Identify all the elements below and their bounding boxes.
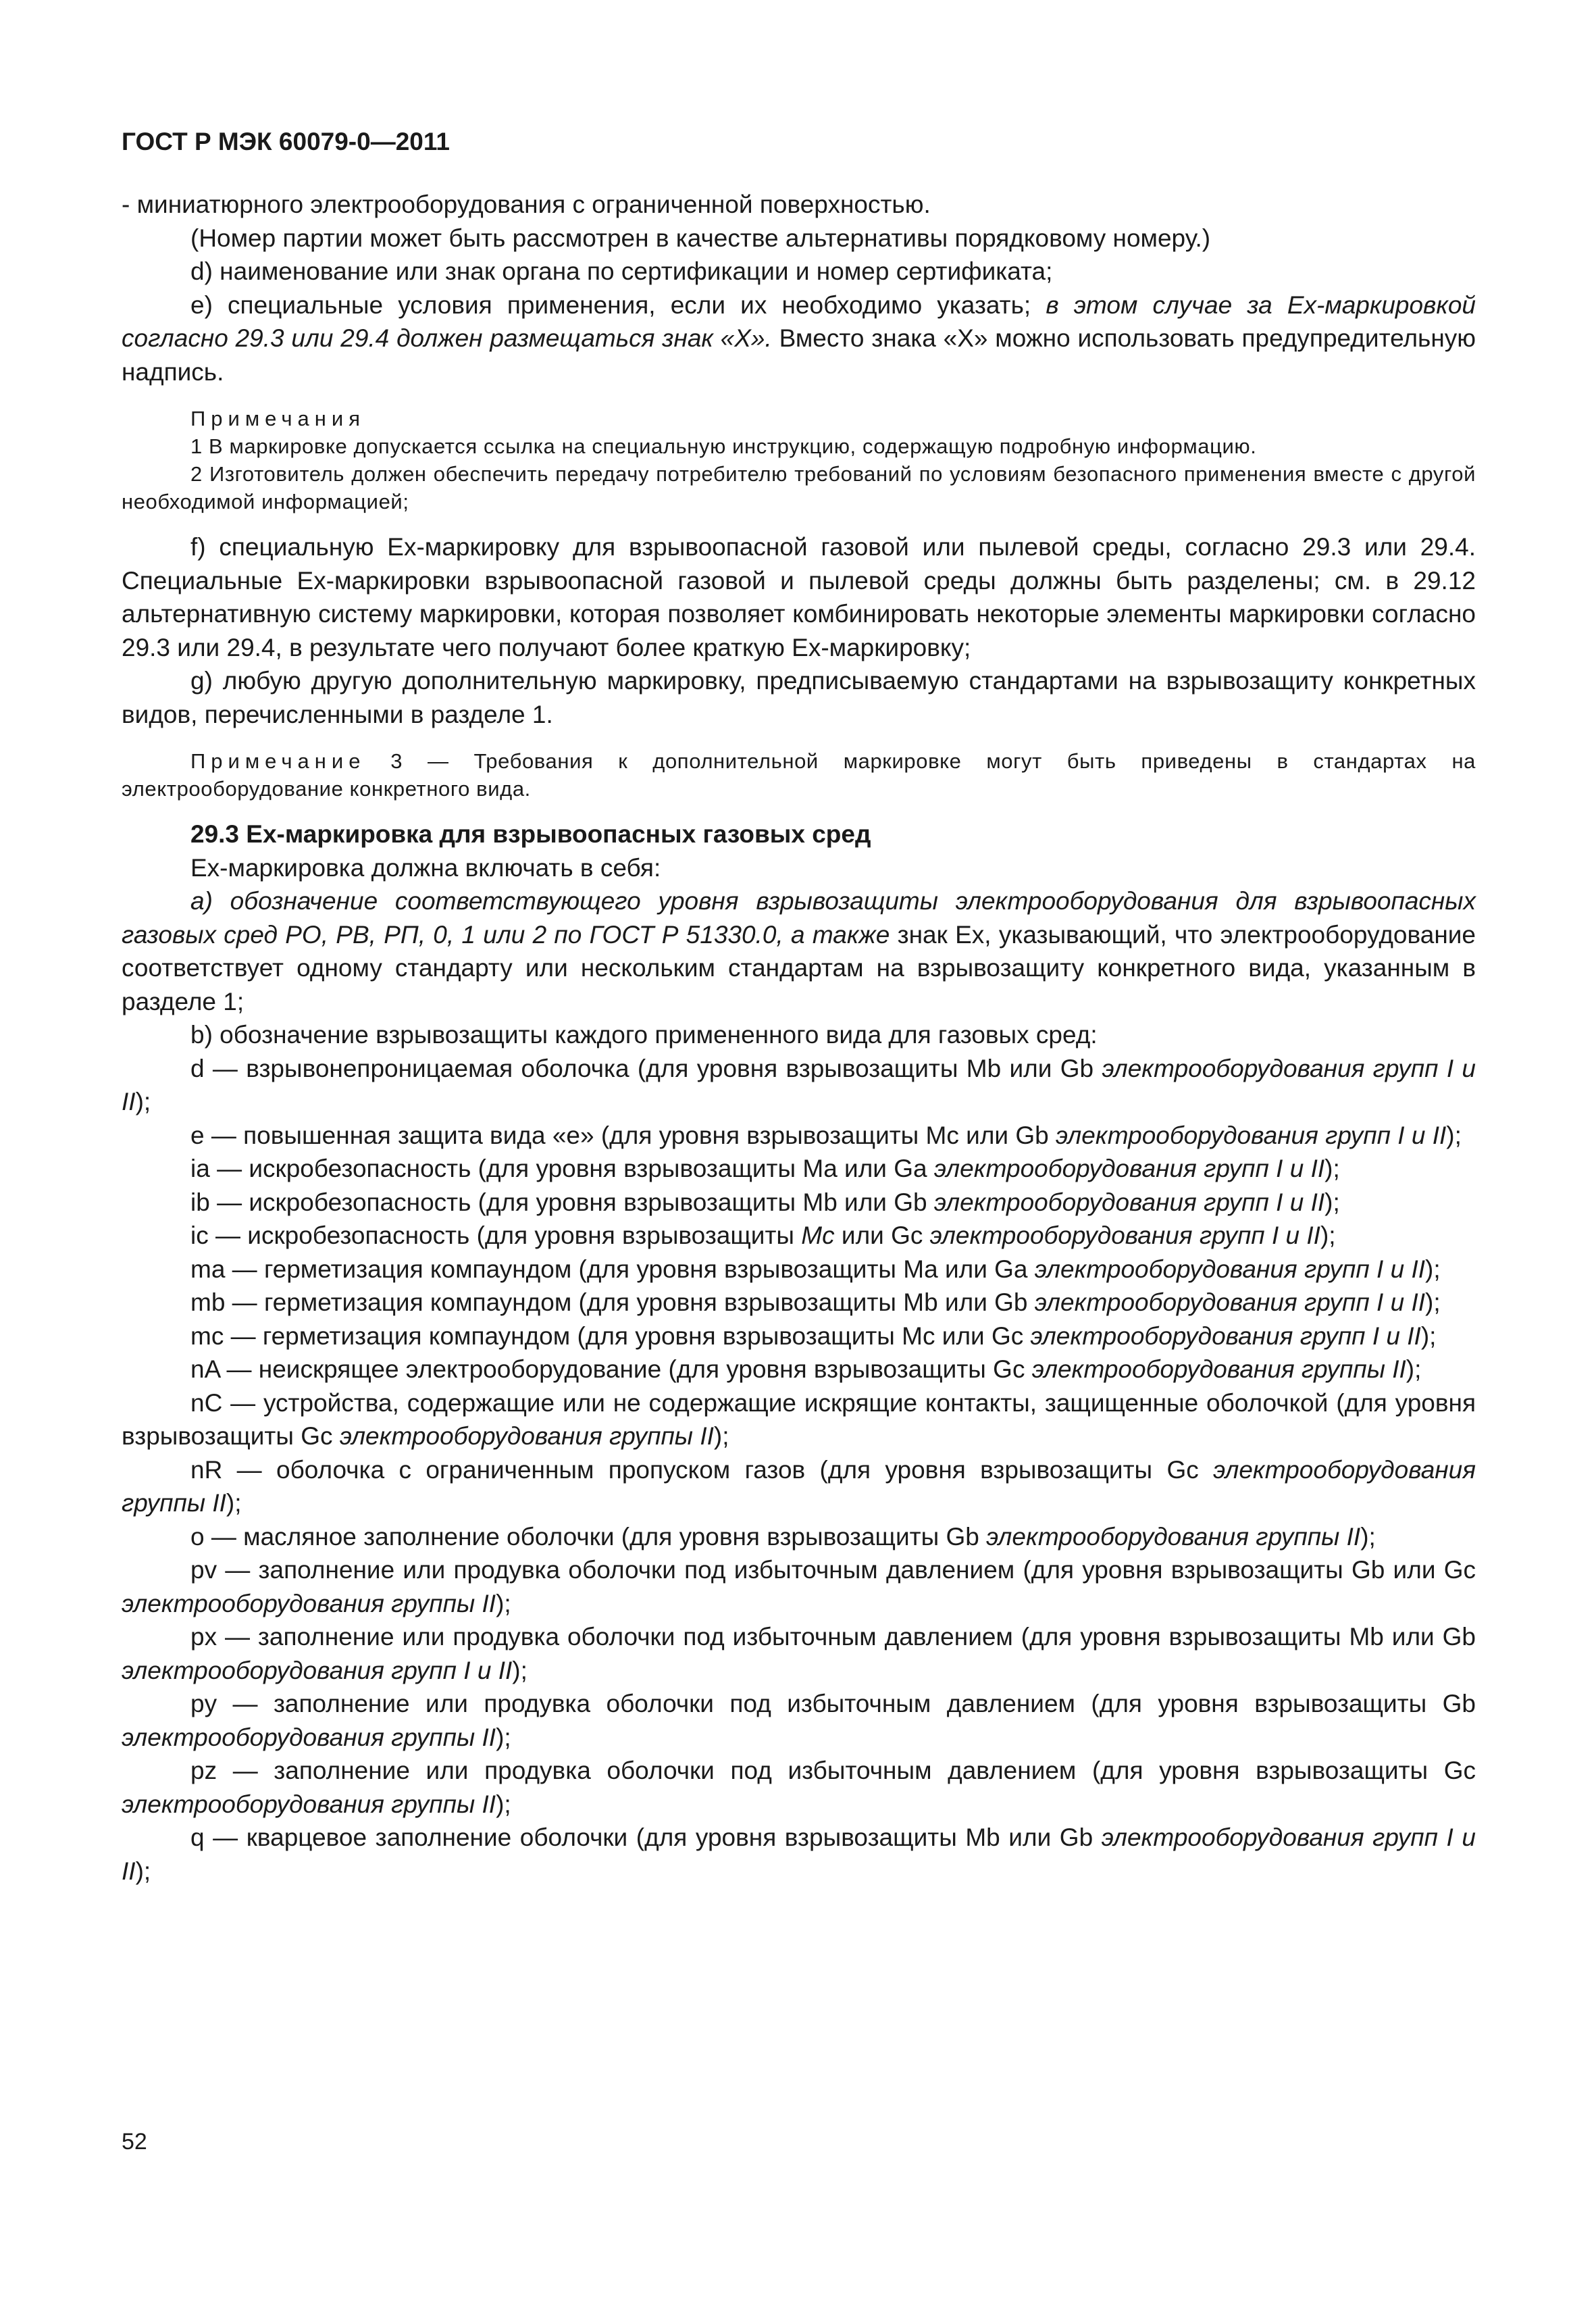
paragraph-item-e [122,288,1476,389]
type-level-italic: Mc [801,1222,835,1249]
protection-type-ma [122,1253,1476,1286]
type-text: nC — устройства, содержащие или не содержащие искрящие контакты, защищенные оболочкой (для уровня взрывозащиты Gc [122,1388,1476,1450]
item-a-rest: знак Ex, указывающий, что электрооборудование соответствует одному стандарту или нескольким стандартам на взрывозащиту конкретного вида, указанным в разделе 1; [122,920,1476,1015]
protection-type-nA [122,1353,1476,1386]
note-3-text: 3 — Требования к дополнительной маркировке могут быть приведены в стандартах на электрооборудование конкретного вида. [122,749,1476,801]
protection-types-list [122,1052,1476,1888]
type-end: ); [713,1422,729,1450]
type-end: ); [135,1857,151,1885]
protection-type-pz [122,1754,1476,1821]
type-text: mb — герметизация компаундом (для уровня взрывозащиты Mb или Gb [190,1288,1035,1316]
type-text: ic — искробезопасность (для уровня взрывозащиты [190,1222,802,1249]
page-number: 52 [122,2129,147,2155]
type-end: ); [1406,1355,1422,1383]
paragraph-item-f: f) специальную Ex-маркировку для взрывоопасной газовой или пылевой среды, согласно 29.3 или 29.4. Специальные Ex-маркировки взрывоопасной газовой и пылевой среды должны быть разделены; см. в 29.12 альтернативную систему маркировки, которая позволяет комбинировать некоторые элементы маркировки согласно 29.3 или 29.4, в результате чего получают более краткую Ex-маркировку; [122,533,1476,661]
type-end: ); [1360,1522,1376,1551]
type-groups: электрооборудования группы II [122,1455,1476,1517]
protection-type-ic [122,1219,1476,1253]
type-text: q — кварцевое заполнение оболочки (для уровня взрывозащиты Mb или Gb [190,1823,1102,1851]
type-groups: электрооборудования групп I и II [122,1656,513,1684]
protection-type-o [122,1520,1476,1554]
protection-type-ia [122,1152,1476,1186]
paragraph-item-a [122,884,1476,1018]
note-3-block [122,747,1476,803]
type-groups: электрооборудования группы II [122,1723,496,1751]
item-e-text: e) специальные условия применения, если их необходимо указать; [190,291,1046,319]
protection-type-mb [122,1286,1476,1319]
type-text: mc — герметизация компаундом (для уровня взрывозащиты Mc или Gc [190,1322,1031,1350]
paragraph-item-d: d) наименование или знак органа по сертификации и номер сертификата; [190,257,1053,285]
protection-type-e [122,1119,1476,1153]
type-groups: электрооборудования групп I и II [1030,1322,1421,1350]
document-header: ГОСТ Р МЭК 60079-0—2011 [122,128,450,155]
paragraph-item-b: b) обозначение взрывозащиты каждого примененного вида для газовых сред: [190,1021,1098,1049]
type-groups: электрооборудования групп I и II [1034,1255,1426,1283]
protection-type-nR [122,1453,1476,1520]
item-e-rest: Вместо знака «X» можно использовать предупредительную надпись. [122,324,1476,386]
protection-type-q [122,1821,1476,1888]
type-groups: электрооборудования группы II [1031,1355,1406,1383]
type-text: nA — неискрящее электрооборудование (для уровня взрывозащиты Gc [190,1355,1032,1383]
protection-type-px [122,1620,1476,1687]
protection-type-mc [122,1319,1476,1353]
type-groups: электрооборудования групп I и II [933,1188,1325,1216]
item-e-italic: в этом случае за Ex-маркировкой согласно 29.3 или 29.4 должен размещаться знак «X». [122,291,1476,352]
item-a-italic: a) обозначение соответствующего уровня взрывозащиты электрооборудования для взрывоопасных газовых сред PO, PB, РП, 0, 1 или 2 по ГОСТ Р 51330.0, а также [122,887,1476,949]
protection-type-pv [122,1553,1476,1620]
type-end: ); [1324,1188,1340,1216]
paragraph-batch-number: (Номер партии может быть рассмотрен в качестве альтернативы порядковому номеру.) [190,224,1211,252]
type-text: o — масляное заполнение оболочки (для уровня взрывозащиты Gb [190,1522,987,1551]
type-end: ); [512,1656,527,1684]
type-end: ); [1320,1222,1336,1249]
type-end: ); [1420,1322,1437,1350]
protection-type-nC [122,1386,1476,1453]
type-text-2: или Gc [834,1222,930,1249]
type-groups: электрооборудования групп I и II [933,1155,1325,1182]
note-3 [122,747,1476,803]
type-groups: электрооборудования групп I и II [1056,1121,1447,1149]
section-heading: 29.3 Ex-маркировка для взрывоопасных газовых сред [190,820,871,848]
note-2: 2 Изготовитель должен обеспечить передачу потребителю требований по условиям безопасного применения вместе с другой необходимой информацией; [122,462,1476,513]
type-text: e — повышенная защита вида «e» (для уровня взрывозащиты Mc или Gb [190,1121,1056,1149]
type-groups: электрооборудования групп I и II [122,1054,1476,1115]
type-groups: электрооборудования групп I и II [929,1222,1320,1249]
note-3-label: Примечание [190,749,366,773]
type-text: nR — оболочка с ограниченным пропуском газов (для уровня взрывозащиты Gc [190,1455,1214,1484]
type-groups: электрооборудования групп I и II [1034,1288,1426,1316]
protection-type-ib [122,1186,1476,1219]
type-end: ); [1324,1155,1340,1182]
protection-type-d [122,1052,1476,1119]
type-groups: электрооборудования группы II [986,1522,1361,1551]
type-end: ); [226,1489,242,1517]
type-end: ); [496,1589,511,1617]
paragraph-miniature: - миниатюрного электрооборудования с ограниченной поверхностью. [122,191,931,218]
type-end: ); [496,1790,511,1818]
document-page [122,122,1476,1888]
type-end: ); [1425,1288,1441,1316]
notes-title: Примечания [190,407,365,430]
note-1: 1 В маркировке допускается ссылка на специальную инструкцию, содержащую подробную информацию. [190,434,1257,458]
paragraph-item-g: g) любую другую дополнительную маркировку, предписываемую стандартами на взрывозащиту конкретных видов, перечисленными в разделе 1. [122,667,1476,728]
notes-block [122,405,1476,515]
type-end: ); [496,1723,511,1751]
type-text: ia — искробезопасность (для уровня взрывозащиты Ma или Ga [190,1155,934,1182]
type-text: d — взрывонепроницаемая оболочка (для уровня взрывозащиты Mb или Gb [190,1054,1102,1082]
type-text: pz — заполнение или продувка оболочки под избыточным давлением (для уровня взрывозащиты Gc [190,1757,1476,1784]
type-end: ); [135,1088,151,1115]
type-groups: электрооборудования групп I и II [122,1823,1476,1885]
type-groups: электрооборудования группы II [122,1790,496,1818]
type-text: pv — заполнение или продувка оболочки под избыточным давлением (для уровня взрывозащиты Gb или Gc [190,1556,1476,1584]
type-end: ); [1425,1255,1441,1283]
section-intro: Ex-маркировка должна включать в себя: [190,853,661,882]
type-end: ); [1446,1121,1462,1149]
protection-type-py [122,1687,1476,1754]
type-groups: электрооборудования группы II [122,1589,496,1617]
type-text: ib — искробезопасность (для уровня взрывозащиты Mb или Gb [190,1188,934,1216]
type-text: ma — герметизация компаундом (для уровня взрывозащиты Ma или Ga [190,1255,1035,1283]
type-text: py — заполнение или продувка оболочки под избыточным давлением (для уровня взрывозащиты Gb [190,1690,1476,1717]
type-groups: электрооборудования группы II [339,1422,714,1450]
type-text: px — заполнение или продувка оболочки под избыточным давлением (для уровня взрывозащиты Mb или Gb [190,1623,1476,1651]
